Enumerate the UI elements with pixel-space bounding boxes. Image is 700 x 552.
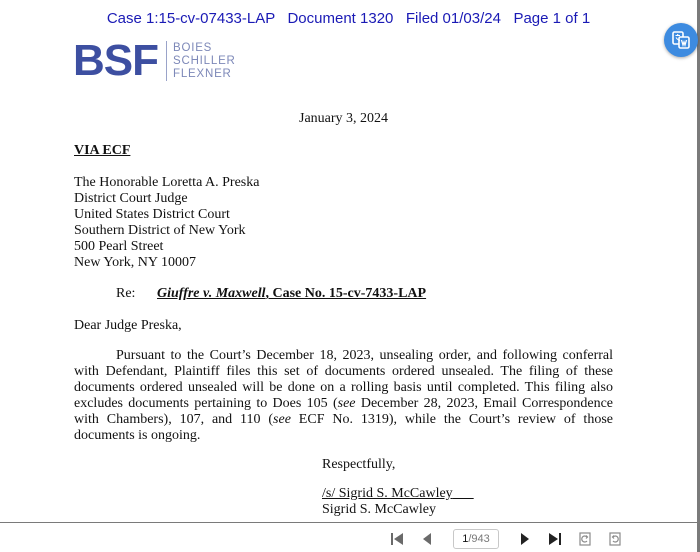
signature-block [322,486,474,518]
rotate-ccw-button[interactable] [573,528,597,550]
page-number-field[interactable] [453,529,499,549]
address-block [74,175,259,271]
firm-logo [73,36,236,85]
re-label: Re: [116,286,136,301]
salutation: Dear Judge Preska, [74,318,182,333]
rotate-cw-button[interactable] [603,528,627,550]
signature-line [322,486,474,502]
logo-divider [166,41,167,81]
re-line [116,286,426,302]
first-page-button[interactable] [385,528,409,550]
current-page: 1 [462,533,469,545]
logo-word: BOIES [173,41,213,54]
rotate-cw-icon [607,531,623,547]
letter-date: January 3, 2024 [299,111,389,126]
re-case [157,286,426,301]
re-case-name: Giuffre v. Maxwell [157,286,266,301]
previous-page-icon [419,531,435,547]
last-page-button[interactable] [543,528,567,550]
logo-word: FLEXNER [173,67,232,80]
body-italic: see [337,396,356,411]
translate-button[interactable] [664,23,698,57]
logo-words [173,42,236,81]
body-text: December 28, 2023, Email Correspondence with Chambers), 107, and 110 ( [74,396,614,427]
address-line: New York, NY 10007 [74,255,196,270]
logo-word: SCHILLER [173,54,236,67]
total-pages: /943 [468,533,490,545]
body-paragraph [74,348,613,444]
address-line: Southern District of New York [74,223,246,238]
via-ecf: VIA ECF [74,143,131,158]
address-line: United States District Court [74,207,230,222]
body-italic: see [273,412,291,427]
logo-mark: BSF [73,36,158,85]
case-header: Case 1:15-cv-07433-LAP Document 1320 Filed 01/03/24 Page 1 of 1 [106,10,591,27]
address-line: The Honorable Loretta A. Preska [74,175,260,190]
body-text: ECF No. 1319), while the Court’s review of those documents is ongoing. [74,412,613,443]
first-page-icon [389,531,405,547]
next-page-button[interactable] [513,528,537,550]
address-line: 500 Pearl Street [74,239,164,254]
closing: Respectfully, [322,457,396,472]
last-page-icon [547,531,563,547]
re-case-number: , Case No. 15-cv-7433-LAP [265,286,427,301]
address-line: District Court Judge [74,191,188,206]
translate-icon [670,29,692,51]
signature-name: Sigrid S. McCawley [322,502,436,517]
page-toolbar [385,528,627,550]
rotate-ccw-icon [577,531,593,547]
signature-text: /s/ Sigrid S. McCawley [322,486,453,501]
next-page-icon [517,531,533,547]
page-edge [0,522,697,523]
previous-page-button[interactable] [415,528,439,550]
body-text: Pursuant to the Court’s December 18, 2023, unsealing order, and following conferral with Defendant, Plaintiff files this set of documents ordered unsealed. The filing of these documents ordered unsealed will be done on a rolling basis until completed. This filing also excludes documents pertaining to Does 105 ( [74,348,613,411]
